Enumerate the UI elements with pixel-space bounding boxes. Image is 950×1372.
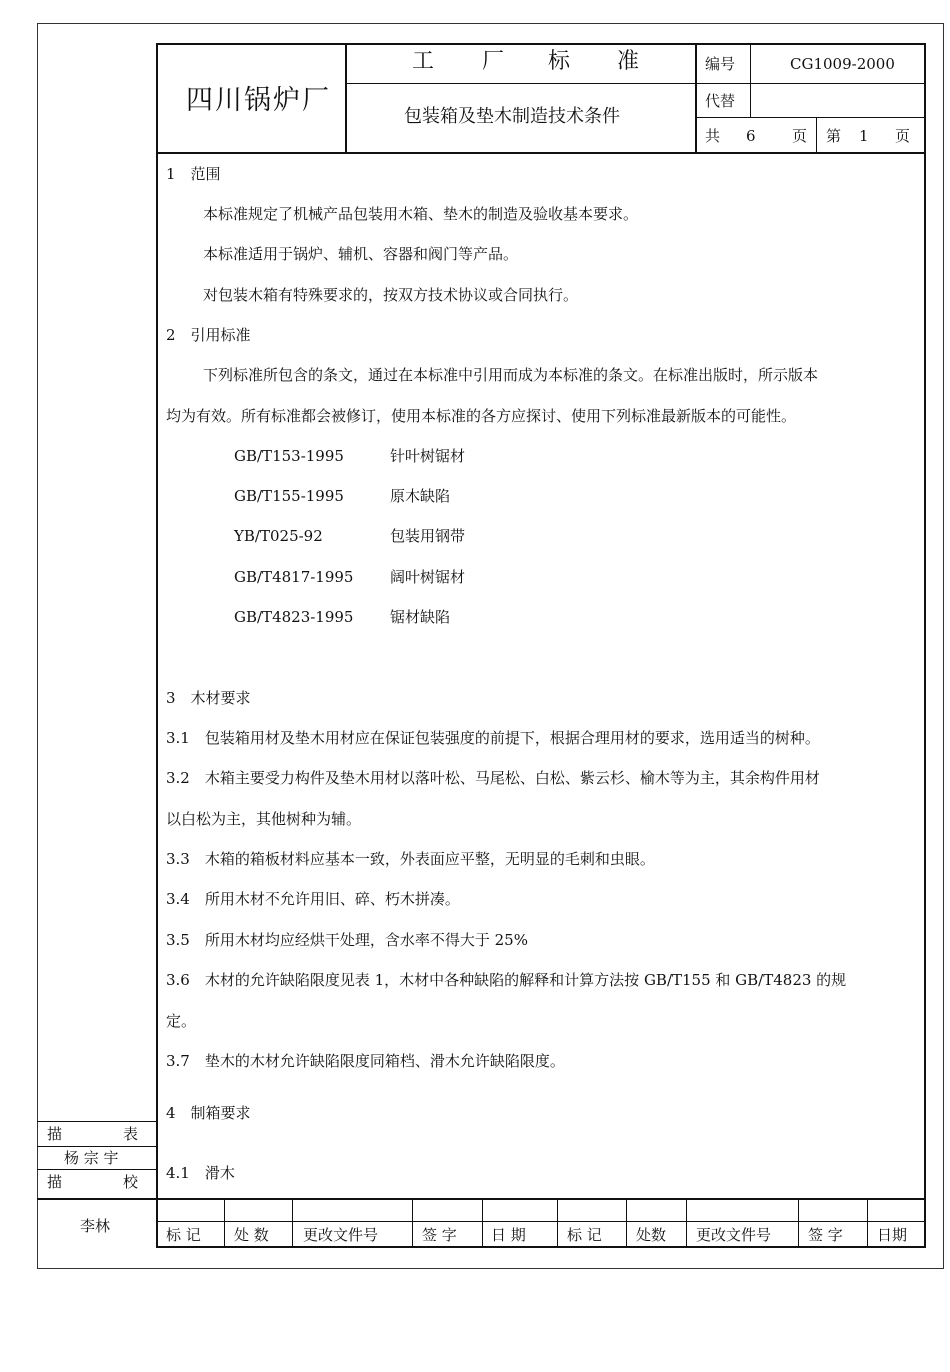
- page-current: 1: [859, 127, 869, 145]
- clause-3-6-line-1: 3.6 木材的允许缺陷限度见表 1，木材中各种缺陷的解释和计算方法按 GB/T155 和 GB/T4823 的规: [166, 971, 847, 989]
- header-divider-mid: [345, 83, 695, 84]
- footer-col-line: [867, 1198, 868, 1248]
- footer-col-line: [482, 1198, 483, 1248]
- footer-col-line: [626, 1198, 627, 1248]
- clause-3-6-line-2: 定。: [166, 1012, 197, 1030]
- number-value: CG1009-2000: [790, 55, 895, 73]
- section-2-heading: 2 引用标准: [166, 326, 251, 344]
- footer-col-mark-2: 标 记: [567, 1226, 602, 1244]
- reference-code: GB/T155-1995: [234, 487, 344, 505]
- clause-4-1: 4.1 滑木: [166, 1164, 235, 1182]
- section-2-para-line-1: 下列标准所包含的条文，通过在本标准中引用而成为本标准的条文。在标准出版时，所示版本: [203, 366, 819, 384]
- header-divider-right: [695, 43, 697, 153]
- reference-code: YB/T025-92: [234, 527, 323, 545]
- header-col-line: [750, 43, 751, 117]
- replace-label: 代替: [705, 92, 736, 110]
- section-4-heading: 4 制箱要求: [166, 1104, 251, 1122]
- sidebar-line-2: [37, 1146, 156, 1147]
- clause-3-3: 3.3 木箱的箱板材料应基本一致，外表面应平整，无明显的毛刺和虫眼。: [166, 850, 655, 868]
- standard-title-char-4: 准: [617, 49, 640, 74]
- page-total-prefix: 共: [705, 127, 721, 145]
- page-current-suffix: 页: [895, 127, 911, 145]
- footer-col-change-doc-2: 更改文件号: [696, 1226, 772, 1244]
- page-total: 6: [746, 127, 756, 145]
- check-label-left: 描: [47, 1173, 63, 1191]
- reference-name: 原木缺陷: [390, 487, 451, 505]
- sidebar-line-1: [37, 1121, 156, 1122]
- section-1-para-3: 对包装木箱有特殊要求的，按双方技术协议或合同执行。: [203, 286, 579, 304]
- page-current-prefix: 第: [826, 127, 842, 145]
- footer-col-line: [292, 1198, 293, 1248]
- standard-title-char-1: 工: [412, 49, 435, 74]
- checker-name: 李林: [80, 1217, 111, 1235]
- footer-col-line: [798, 1198, 799, 1248]
- document-title: 包装箱及垫木制造技术条件: [404, 106, 620, 127]
- footer-col-line: [412, 1198, 413, 1248]
- clause-3-2-line-1: 3.2 木箱主要受力构件及垫木用材以落叶松、马尾松、白松、紫云杉、榆木等为主，其余构件用材: [166, 769, 820, 787]
- sidebar-line-3: [37, 1169, 156, 1170]
- footer-col-signature-2: 签 字: [808, 1226, 843, 1244]
- header-row-line-1: [695, 83, 926, 84]
- standard-title-char-2: 厂: [482, 49, 505, 74]
- footer-col-line: [686, 1198, 687, 1248]
- trace-label-left: 描: [47, 1125, 63, 1143]
- reference-name: 阔叶树锯材: [390, 568, 466, 586]
- number-label: 编号: [705, 55, 736, 73]
- factory-name: 四川锅炉厂: [186, 85, 331, 116]
- footer-col-line: [557, 1198, 558, 1248]
- clause-3-1: 3.1 包装箱用材及垫木用材应在保证包装强度的前提下，根据合理用材的要求，选用适当的树种。: [166, 729, 820, 747]
- section-1-para-2: 本标准适用于锅炉、辅机、容器和阀门等产品。: [203, 245, 519, 263]
- header-divider-left: [345, 43, 347, 153]
- footer-col-line: [224, 1198, 225, 1248]
- reference-code: GB/T153-1995: [234, 447, 344, 465]
- clause-3-4: 3.4 所用木材不允许用旧、碎、朽木拼凑。: [166, 890, 460, 908]
- header-page-col-line: [816, 117, 817, 153]
- trace-label-right: 表: [123, 1125, 139, 1143]
- reference-name: 针叶树锯材: [390, 447, 466, 465]
- check-label-right: 校: [123, 1173, 139, 1191]
- footer-mid-line: [156, 1221, 926, 1222]
- reference-name: 锯材缺陷: [390, 608, 451, 626]
- footer-col-count: 处 数: [234, 1226, 269, 1244]
- section-2-para-line-2: 均为有效。所有标准都会被修订，使用本标准的各方应探讨、使用下列标准最新版本的可能性。: [166, 407, 797, 425]
- page-total-suffix: 页: [792, 127, 808, 145]
- header-row-line-2: [695, 117, 926, 118]
- footer-col-date-2: 日期: [877, 1226, 908, 1244]
- section-3-heading: 3 木材要求: [166, 689, 251, 707]
- footer-col-mark: 标 记: [166, 1226, 201, 1244]
- footer-col-count-2: 处数: [636, 1226, 667, 1244]
- footer-col-signature: 签 字: [422, 1226, 457, 1244]
- header-bottom-line: [156, 152, 926, 154]
- reference-code: GB/T4817-1995: [234, 568, 354, 586]
- clause-3-7: 3.7 垫木的木材允许缺陷限度同箱档、滑木允许缺陷限度。: [166, 1052, 565, 1070]
- clause-3-5: 3.5 所用木材均应经烘干处理，含水率不得大于 25%: [166, 931, 528, 949]
- footer-col-date: 日 期: [491, 1226, 526, 1244]
- reference-code: GB/T4823-1995: [234, 608, 354, 626]
- reference-name: 包装用钢带: [390, 527, 466, 545]
- footer-col-change-doc: 更改文件号: [303, 1226, 379, 1244]
- section-1-heading: 1 范围: [166, 165, 221, 183]
- clause-3-2-line-2: 以白松为主，其他树种为辅。: [166, 810, 362, 828]
- tracer-name: 杨 宗 宇: [64, 1149, 119, 1167]
- section-1-para-1: 本标准规定了机械产品包装用木箱、垫木的制造及验收基本要求。: [203, 205, 639, 223]
- standard-title-char-3: 标: [548, 49, 571, 74]
